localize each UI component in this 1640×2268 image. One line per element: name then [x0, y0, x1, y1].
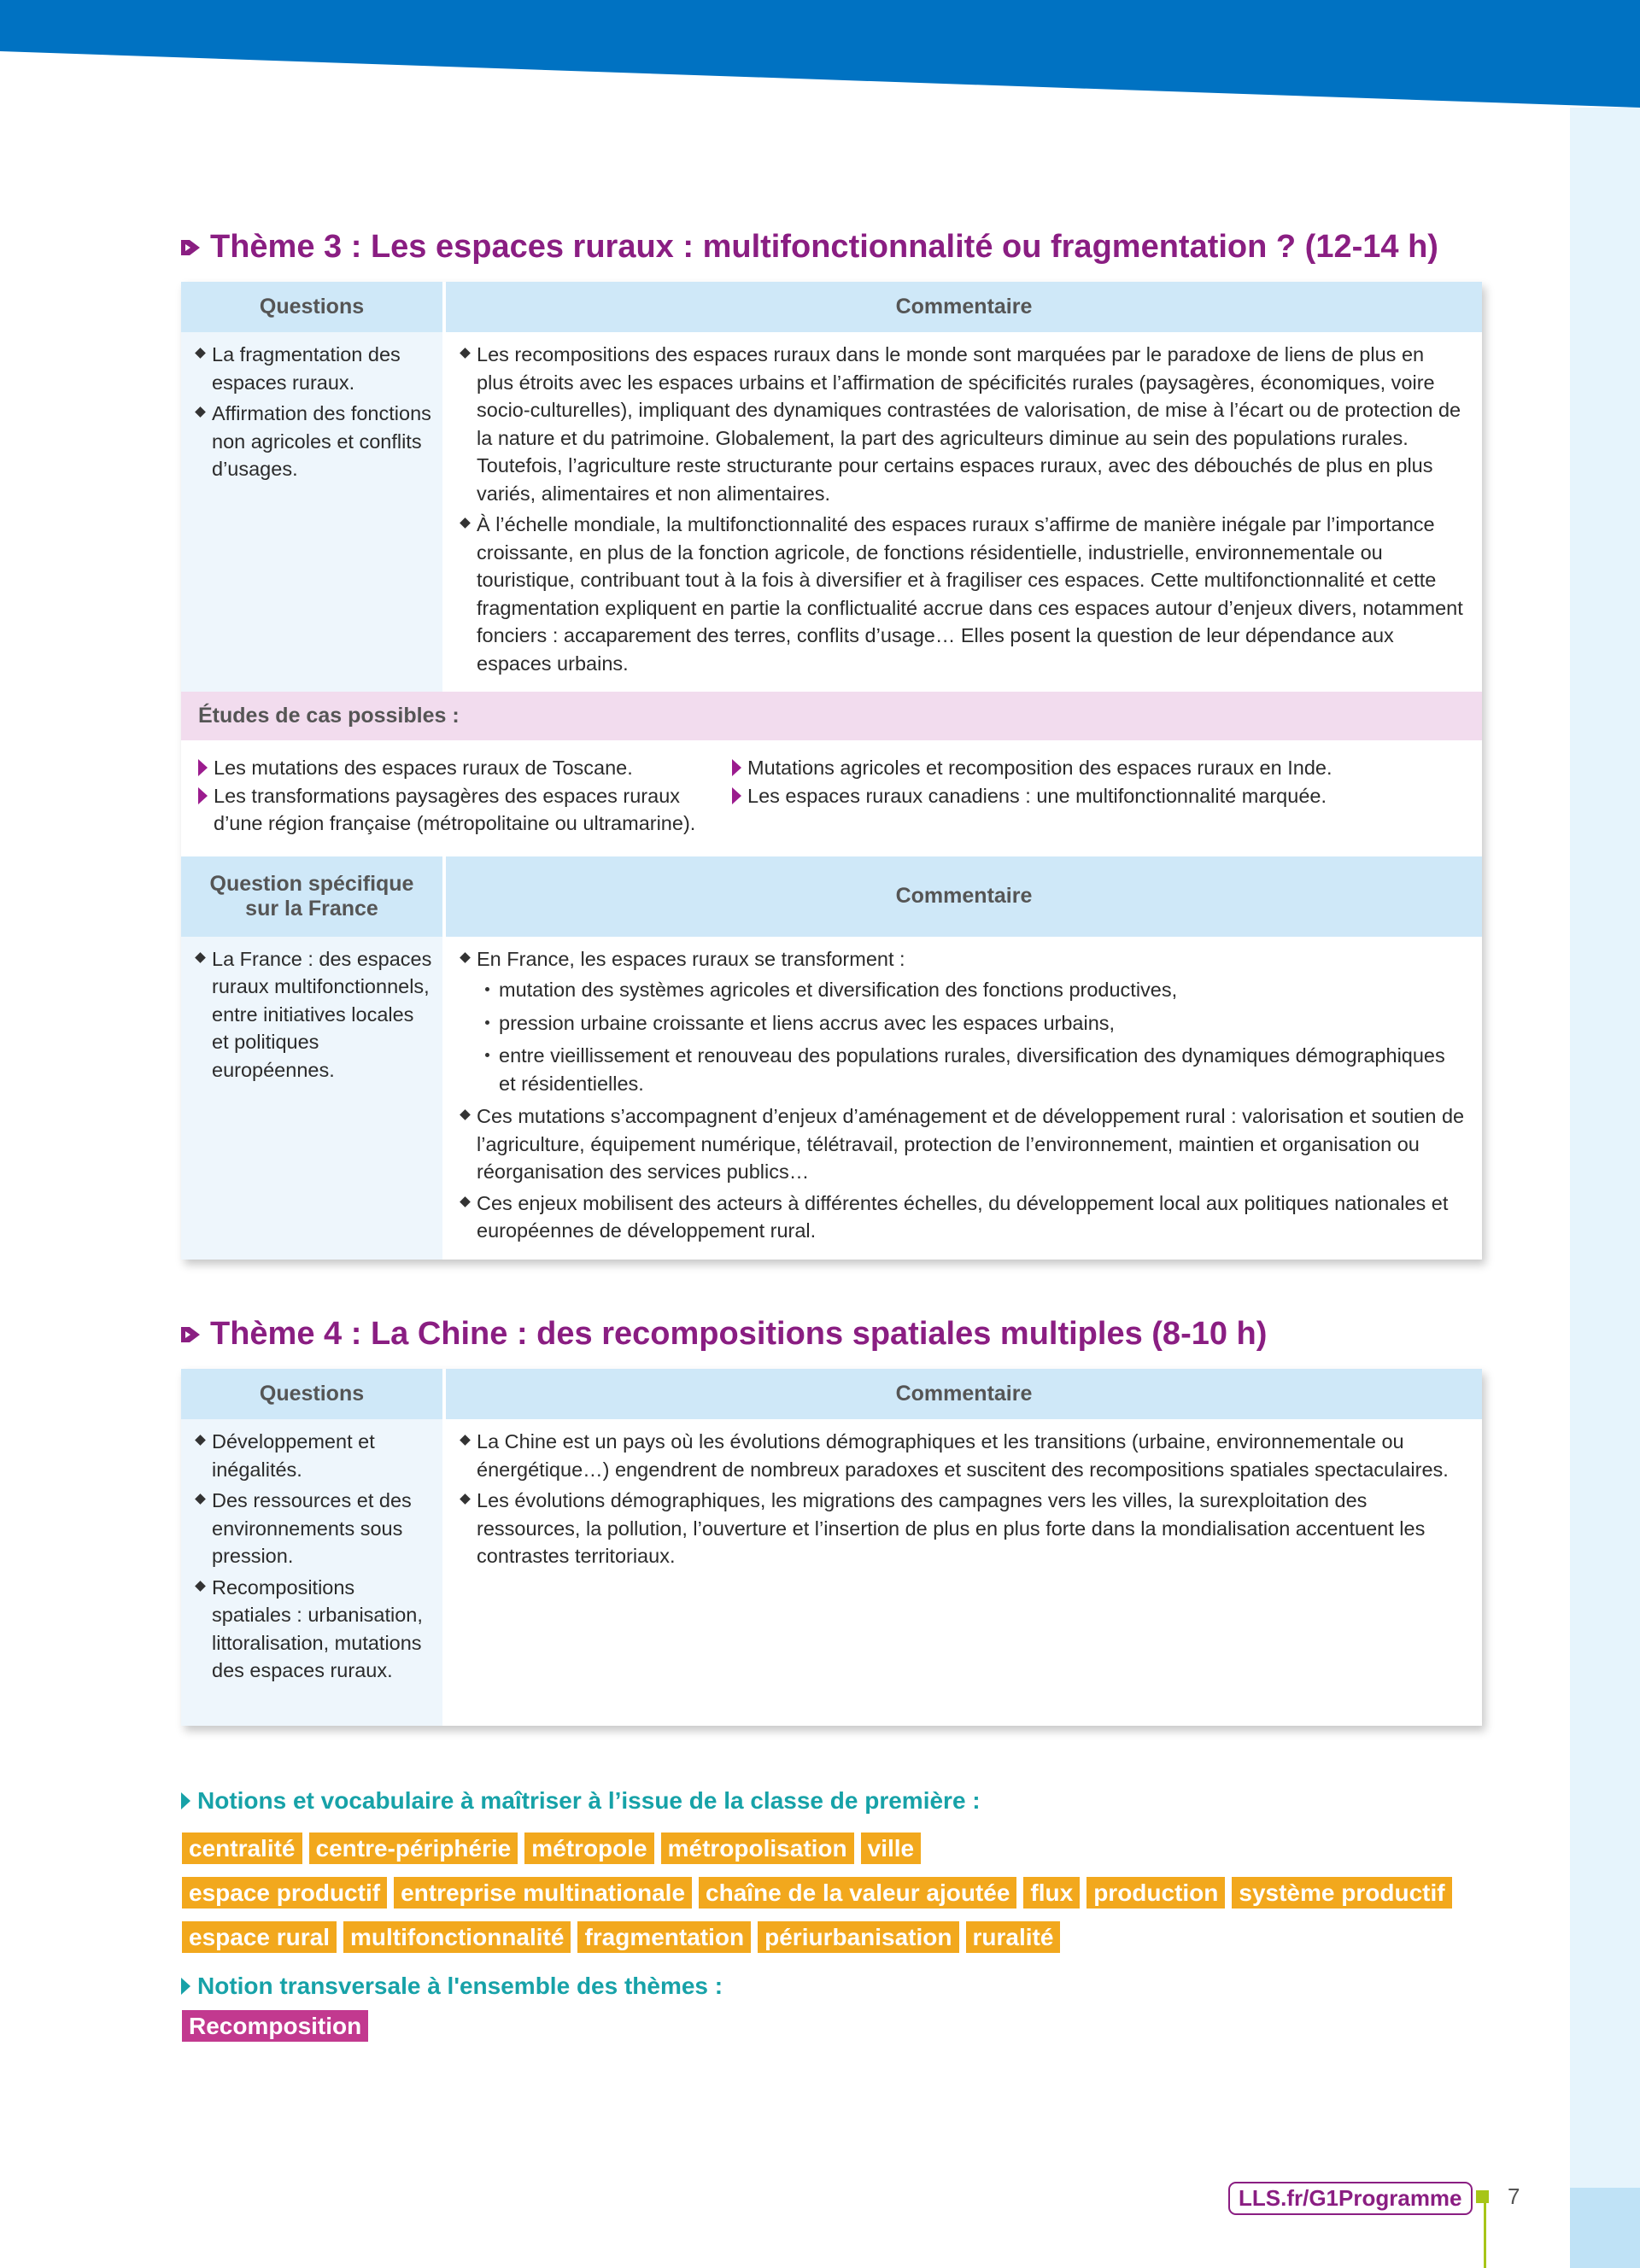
transversal-tag: Recomposition — [182, 2010, 368, 2042]
theme3-comment-cell — [442, 332, 1482, 692]
list-item: Mutations agricoles et recomposition des espaces ruraux en Inde. — [730, 754, 1456, 782]
notions-title: Notions et vocabulaire à maîtriser à l’issue de la classe de première : — [181, 1787, 981, 1815]
notion-tag: espace rural — [182, 1921, 337, 1953]
etudes-left — [196, 754, 730, 838]
triangle-bullet-icon — [732, 787, 741, 804]
section-arrow-icon — [179, 1324, 202, 1346]
diamond-bullet-icon — [460, 1196, 471, 1207]
theme4-commentaire-header: Commentaire — [442, 1369, 1482, 1419]
notion-tag: métropole — [524, 1833, 653, 1864]
list-item: Des ressources et des environnements sous pression. — [195, 1487, 436, 1570]
notion-tag: multifonctionnalité — [343, 1921, 571, 1953]
theme3-questions-cell — [181, 332, 442, 692]
theme3-commentaire-header: Commentaire — [442, 282, 1482, 332]
theme4-table — [181, 1369, 1482, 1726]
diamond-bullet-icon — [460, 517, 471, 529]
list-item: La Chine est un pays où les évolutions démographiques et les transitions (urbaine, environnementale ou énergétique…) engendrent de nombreux paradoxes et suscitent des recompositions spatiales spectaculaires. — [460, 1428, 1465, 1483]
list-item: Ces enjeux mobilisent des acteurs à différentes échelles, du développement local aux politiques nationales et européennes de développement rural. — [460, 1190, 1465, 1245]
diamond-bullet-icon — [460, 952, 471, 963]
theme4-questions-header: Questions — [181, 1369, 442, 1419]
france-comment-cell — [442, 937, 1482, 1260]
list-item: À l’échelle mondiale, la multifonctionnalité des espaces ruraux s’affirme de manière inégale par l’importance croissante, en plus de la fonction agricole, de fonctions résidentielle, industrielle, environnementale ou touristique, contribuant tout à la fois à diversifier et à fragiliser ces espaces. Cette multifonctionnalité et cette fragmentation expliquent en partie la conflictualité accrue dans ces espaces autour d’enjeux divers, notamment fonciers : accaparement des terres, conflits d’usage… Elles posent la question de leur dépendance aux espaces urbains. — [460, 511, 1465, 677]
notion-tag: fragmentation — [577, 1921, 751, 1953]
theme4-questions-cell — [181, 1419, 442, 1726]
header-band — [0, 0, 1640, 111]
side-bar — [1570, 108, 1640, 2268]
theme4-title-text: Thème 4 : La Chine : des recompositions spatiales multiples (8-10 h) — [210, 1316, 1268, 1352]
notion-tag: espace productif — [182, 1877, 387, 1909]
diamond-bullet-icon — [460, 348, 471, 359]
diamond-bullet-icon — [195, 348, 206, 359]
france-question-cell — [181, 937, 442, 1260]
list-item: Ces mutations s’accompagnent d’enjeux d’aménagement et de développement rural : valorisation et soutien de l’agriculture, équipement numérique, télétravail, protection de l’environnement, maintien et organisation ou réorganisation des services publics… — [460, 1102, 1465, 1186]
list-item: Les transformations paysagères des espaces ruraux d’une région française (métropolitaine ou ultramarine). — [196, 782, 730, 838]
diamond-bullet-icon — [195, 1435, 206, 1446]
theme4-comment-cell — [442, 1419, 1482, 1726]
notion-tag: ville — [861, 1833, 921, 1864]
page-number: 7 — [1508, 2183, 1520, 2209]
list-item: Les recompositions des espaces ruraux dans le monde sont marquées par le paradoxe de liens de plus en plus étroits avec les espaces urbains et l’affirmation de spécificités rurales (paysagères, économiques, voire socio-culturelles), impliquant des dynamiques contrastées de valorisation, de mise à l’écart ou de protection de la nature et du patrimoine. Globalement, la part des agriculteurs diminue au sein des populations rurales. Toutefois, l’agriculture reste structurante pour certains espaces ruraux, avec des débouchés de plus en plus variés, alimentaires et non alimentaires. — [460, 341, 1465, 507]
transversal-row — [182, 2010, 368, 2042]
section-arrow-icon — [179, 237, 202, 259]
notion-tag: périurbanisation — [758, 1921, 958, 1953]
france-question-header: Question spécifique sur la France — [181, 856, 442, 937]
etudes-header: Études de cas possibles : — [181, 692, 1482, 740]
notion-tag: centralité — [182, 1833, 302, 1864]
footer-marker — [1476, 2190, 1489, 2203]
triangle-bullet-icon — [198, 787, 208, 804]
list-item: La France : des espaces ruraux multifonctionnels, entre initiatives locales et politiques européennes. — [195, 945, 436, 1084]
notion-tag: centre-périphérie — [309, 1833, 518, 1864]
diamond-bullet-icon — [460, 1109, 471, 1120]
dot-bullet-icon — [485, 1053, 489, 1057]
dot-bullet-icon — [485, 1020, 489, 1025]
notion-tag: système productif — [1232, 1877, 1451, 1909]
france-commentaire-header: Commentaire — [442, 856, 1482, 937]
triangle-bullet-icon — [732, 759, 741, 776]
diamond-bullet-icon — [195, 406, 206, 418]
diamond-bullet-icon — [195, 952, 206, 963]
diamond-bullet-icon — [195, 1493, 206, 1505]
footer-link[interactable]: LLS.fr/G1Programme — [1228, 2182, 1473, 2215]
notion-tag: flux — [1023, 1877, 1080, 1909]
triangle-bullet-icon — [181, 1978, 190, 1995]
notion-tag: ruralité — [966, 1921, 1061, 1953]
notion-tag: métropolisation — [661, 1833, 854, 1864]
list-item: Recompositions spatiales : urbanisation, littoralisation, mutations des espaces ruraux. — [195, 1574, 436, 1685]
transversal-title: Notion transversale à l'ensemble des thèmes : — [181, 1973, 723, 2000]
notions-row-1 — [182, 1833, 921, 1864]
theme4-title — [179, 1316, 1267, 1353]
diamond-bullet-icon — [460, 1435, 471, 1446]
side-bar-footer — [1570, 2188, 1640, 2268]
theme3-questions-header: Questions — [181, 282, 442, 332]
list-item: En France, les espaces ruraux se transforment : mutation des systèmes agricoles et diversification des fonctions productives, pression urbaine croissante et liens accrus avec les espaces urbains, entre vieillissement et renouveau des populations rurales, diversification des dynamiques démographiques et résidentielles. — [460, 945, 1465, 1098]
triangle-bullet-icon — [181, 1792, 190, 1809]
sub-list-item: mutation des systèmes agricoles et diversification des fonctions productives, — [477, 976, 1465, 1004]
triangle-bullet-icon — [198, 759, 208, 776]
list-item: Affirmation des fonctions non agricoles et conflits d’usages. — [195, 400, 436, 483]
notions-row-2 — [182, 1877, 1452, 1909]
notions-row-3 — [182, 1921, 1060, 1953]
diamond-bullet-icon — [460, 1493, 471, 1505]
list-item: La fragmentation des espaces ruraux. — [195, 341, 436, 396]
footer-line — [1484, 2203, 1486, 2268]
notion-tag: chaîne de la valeur ajoutée — [699, 1877, 1016, 1909]
theme3-title-text: Thème 3 : Les espaces ruraux : multifonctionnalité ou fragmentation ? (12-14 h) — [210, 229, 1438, 265]
list-item: Les évolutions démographiques, les migrations des campagnes vers les villes, la surexploitation des ressources, la pollution, l’ouverture et l’insertion de plus en plus forte dans la mondialisation accentuent les contrastes territoriaux. — [460, 1487, 1465, 1570]
etudes-body — [181, 740, 1482, 856]
list-item: Les mutations des espaces ruraux de Toscane. — [196, 754, 730, 782]
theme3-table — [181, 282, 1482, 1260]
theme3-title — [179, 229, 1438, 266]
sub-list-item: entre vieillissement et renouveau des populations rurales, diversification des dynamiques démographiques et résidentielles. — [477, 1042, 1465, 1097]
notion-tag: production — [1086, 1877, 1225, 1909]
sub-list-item: pression urbaine croissante et liens accrus avec les espaces urbains, — [477, 1009, 1465, 1038]
etudes-right — [730, 754, 1456, 838]
list-item: Les espaces ruraux canadiens : une multifonctionnalité marquée. — [730, 782, 1456, 810]
notion-tag: entreprise multinationale — [394, 1877, 692, 1909]
diamond-bullet-icon — [195, 1581, 206, 1592]
dot-bullet-icon — [485, 987, 489, 991]
list-item: Développement et inégalités. — [195, 1428, 436, 1483]
